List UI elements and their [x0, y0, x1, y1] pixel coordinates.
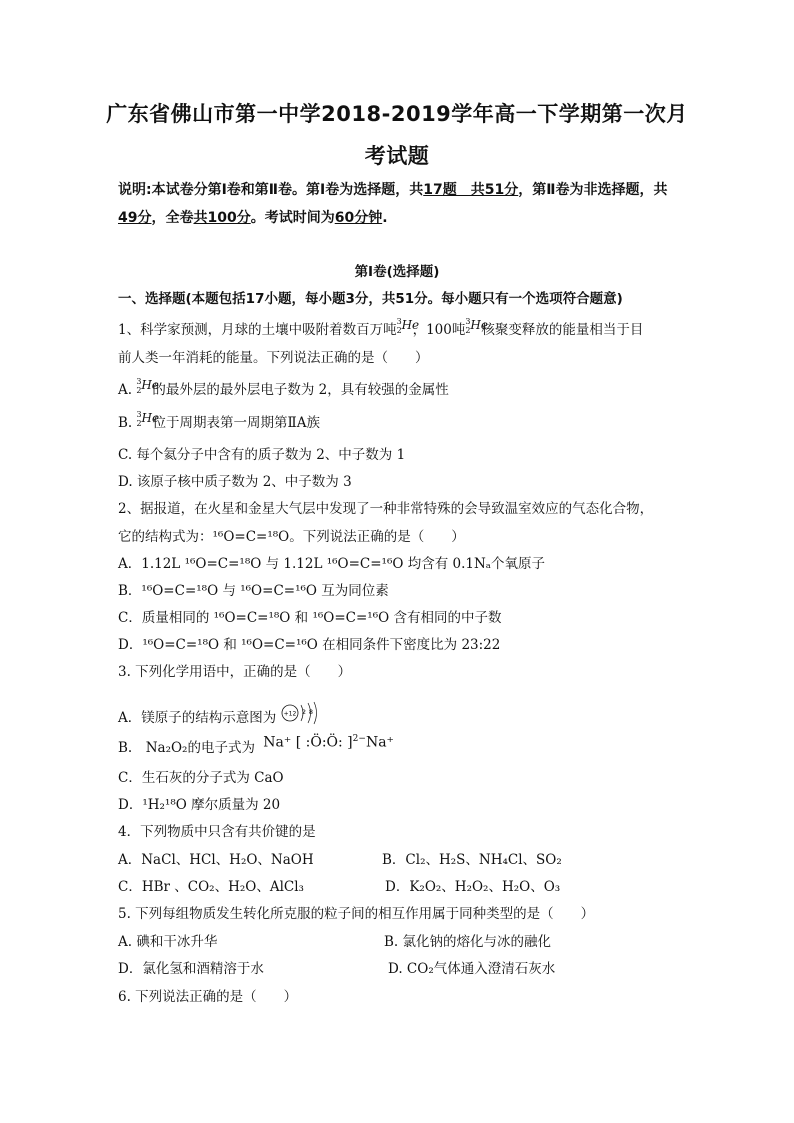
exam-instructions: [118, 176, 678, 232]
instr-text-5: .: [382, 210, 388, 226]
q3-b-text: B. Na₂O₂的电子式为: [118, 740, 255, 756]
q1-option-a: [118, 378, 449, 398]
q2-option-c: C．质量相同的 ¹⁶O=C=¹⁸O 和 ¹⁶O=C=¹⁶O 含有相同的中子数: [118, 610, 502, 626]
q3-option-b: [118, 736, 394, 757]
ed-na-left: Na⁺: [263, 734, 292, 751]
instr-underlined-4: 60分钟: [334, 210, 383, 226]
q1-stem-a: 1、科学家预测，月球的土壤中吸附着数百万吨: [118, 322, 397, 338]
page-title-line1: 广东省佛山市第一中学2018-2019学年高一下学期第一次月: [106, 102, 688, 126]
instr-text-3: ，全卷: [151, 210, 194, 226]
q1-stem-b: ，100吨: [412, 322, 466, 338]
q1-a-text: 的最外层的最外层电子数为 2，具有较强的金属性: [152, 382, 449, 398]
helium3-isotope: [396, 317, 420, 336]
instr-text-4: 。考试时间为: [250, 210, 335, 226]
q4-option-d: D．K₂O₂、H₂O₂、H₂O、O₃: [385, 879, 561, 895]
instr-underlined-3: 共100分: [193, 210, 251, 226]
q5-option-b: B. 氯化钠的熔化与冰的融化: [384, 934, 552, 950]
helium3-isotope: [465, 317, 488, 336]
isotope-number: 2: [136, 419, 142, 428]
q4-stem: 4．下列物质中只含有共价键的是: [118, 824, 316, 840]
magnesium-atom-diagram: [281, 700, 321, 728]
part-heading: 一、选择题(本题包括17小题，每小题3分，共51分。每小题只有一个选项符合题意): [118, 291, 623, 307]
q1-option-d: D. 该原子核中质子数为 2、中子数为 3: [118, 474, 352, 490]
q1-stem-c: 核聚变释放的能量相当于目: [481, 322, 644, 338]
q1-stem-line2: 前人类一年消耗的能量。下列说法正确的是（ ）: [118, 350, 429, 366]
isotope-mass: 3: [465, 317, 471, 326]
q4-option-b: B．Cl₂、H₂S、NH₄Cl、SO₂: [382, 852, 562, 868]
q1-b-prefix: B.: [118, 415, 133, 431]
instr-underlined-2: 49分: [118, 210, 152, 226]
q3-option-a: [118, 700, 321, 728]
q4-option-a: A．NaCl、HCl、H₂O、NaOH: [118, 852, 314, 868]
shell-1-count: 2: [301, 708, 306, 716]
q1-stem-line1: [118, 318, 643, 338]
q2-stem-line2: 它的结构式为：¹⁶O=C=¹⁸O。下列说法正确的是（ ）: [118, 529, 465, 545]
q6-stem: 6. 下列说法正确的是（ ）: [118, 989, 298, 1005]
page-title-line2: 考试题: [364, 144, 430, 168]
q2-option-d: D．¹⁶O=C=¹⁸O 和 ¹⁶O=C=¹⁶O 在相同条件下密度比为 23:22: [118, 637, 501, 653]
q5-option-a: A. 碘和干冰升华: [118, 934, 218, 950]
q3-a-text: A．镁原子的结构示意图为: [118, 710, 277, 726]
shell-2-count: 8: [308, 708, 313, 716]
q2-option-a: A．1.12L ¹⁶O=C=¹⁸O 与 1.12L ¹⁶O=C=¹⁶O 均含有 0.1Nₐ个氧原子: [118, 556, 546, 572]
instr-text-1: 说明:本试卷分第Ⅰ卷和第Ⅱ卷。第Ⅰ卷为选择题，共: [118, 182, 424, 198]
ed-na-right: Na⁺: [365, 734, 394, 751]
helium3-isotope: [136, 410, 160, 429]
q3-option-d: D．¹H₂¹⁸O 摩尔质量为 20: [118, 797, 281, 813]
q2-stem-line1: 2、据报道，在火星和金星大气层中发现了一种非常特殊的会导致温室效应的气态化合物，: [118, 501, 654, 517]
q1-option-c: C. 每个氦分子中含有的质子数为 2、中子数为 1: [118, 447, 406, 463]
nucleus-label: +12: [283, 710, 296, 718]
isotope-symbol: He: [470, 318, 488, 332]
na2o2-electron-formula: [263, 734, 394, 751]
instr-text-2: ，第Ⅱ卷为非选择题，共: [518, 182, 668, 198]
instr-underlined-1: 17题 共51分: [423, 182, 519, 198]
isotope-symbol: He: [141, 378, 159, 392]
q3-option-c: C．生石灰的分子式为 CaO: [118, 770, 284, 786]
q4-option-c: C．HBr 、CO₂、H₂O、AlCl₃: [118, 879, 304, 895]
q5-stem: 5. 下列每组物质发生转化所克服的粒子间的相互作用属于同种类型的是（ ）: [118, 906, 595, 922]
q2-option-b: B．¹⁶O=C=¹⁸O 与 ¹⁶O=C=¹⁶O 互为同位素: [118, 583, 389, 599]
isotope-mass: 3: [396, 317, 402, 326]
q1-b-text: 位于周期表第一周期第ⅡA族: [152, 415, 320, 431]
ed-charge: 2−: [352, 734, 366, 745]
q1-a-prefix: A.: [118, 382, 133, 398]
isotope-symbol: He: [401, 318, 420, 332]
isotope-mass: 3: [136, 410, 142, 419]
isotope-number: 2: [465, 326, 471, 335]
helium3-isotope: [136, 377, 159, 396]
section-heading: 第Ⅰ卷(选择题): [354, 264, 440, 280]
isotope-symbol: He: [141, 411, 160, 425]
q3-stem: 3. 下列化学用语中，正确的是（ ）: [118, 664, 352, 680]
ed-peroxide-ion: [ :Ö:Ö: ]: [295, 734, 353, 751]
isotope-mass: 3: [136, 377, 142, 386]
q5-option-d: D. CO₂气体通入澄清石灰水: [388, 961, 556, 977]
q5-option-c: D．氯化氢和酒精溶于水: [118, 961, 264, 977]
isotope-number: 2: [396, 326, 402, 335]
isotope-number: 2: [136, 386, 142, 395]
q1-option-b: [118, 411, 320, 431]
